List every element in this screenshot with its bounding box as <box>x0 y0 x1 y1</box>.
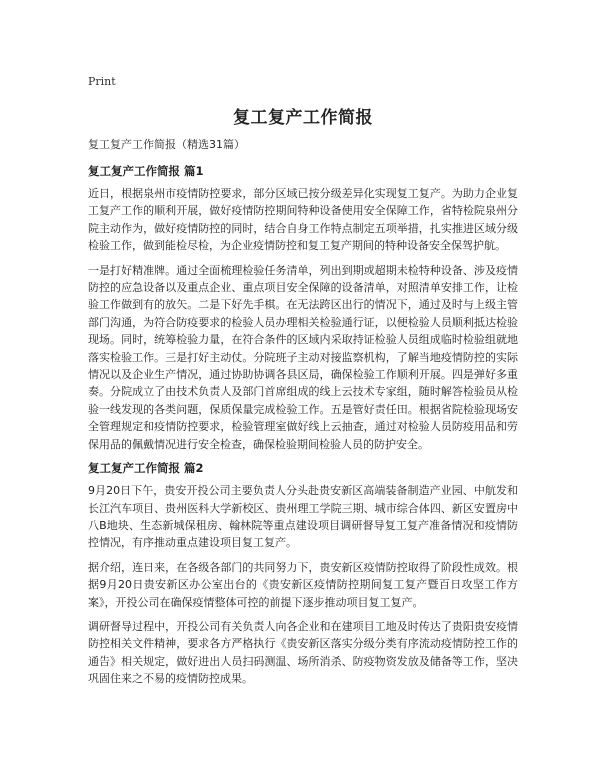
paragraph: 9月20日下午，贵安开投公司主要负责人分头赴贵安新区高端装备制造产业园、中航发和长江汽车项目、贵州医科大学新校区、贵州理工学院三期、城市综合体四、新区安置房中八B地块、生态新城保租房、翰林院等重点建设项目调研督导复工复产准备情况和疫情防控情况，有序推动重点建设项目复工复产。 <box>88 484 518 550</box>
section-2 <box>88 460 518 687</box>
document-page <box>88 70 518 695</box>
section-1 <box>88 163 518 453</box>
paragraph: 调研督导过程中，开投公司有关负责人向各企业和在建项目工地及时传达了贵阳贵安疫情防控相关文件精神，要求各方严格执行《贵安新区落实分级分类有序流动疫情防控工作的通告》相关规定，做好进出人员扫码测温、场所消杀、防疫物资发放及储备等工作，坚决巩固住来之不易的疫情防控成果。 <box>88 619 518 686</box>
paragraph: 近日，根据泉州市疫情防控要求，部分区域已按分级差异化实现复工复产。为助力企业复工复产工作的顺利开展，做好疫情防控期间特种设备使用安全保障工作，省特检院泉州分院主动作为，做好疫情防控的同时，结合自身工作特点制定五项举措，扎实推进区域分级检验工作，做到能检尽检，为企业疫情防控和复工复产期间的特种设备安全保驾护航。 <box>88 187 518 253</box>
section-heading: 复工复产工作简报 篇2 <box>88 461 204 476</box>
document-title: 复工复产工作简报 <box>233 108 373 128</box>
document-subtitle: 复工复产工作简报（精选31篇） <box>88 138 245 151</box>
paragraph: 据介绍，连日来，在各级各部门的共同努力下，贵安新区疫情防控取得了阶段性成效。根据9月20日贵安新区办公室出台的《贵安新区疫情防控期间复工复产暨百日攻坚工作方案》，开投公司在确保疫情整体可控的前提下逐步推动项目复工复产。 <box>88 560 518 609</box>
paragraph: 一是打好精准牌。通过全面梳理检验任务清单，列出到期或超期未检特种设备、涉及疫情防控的应急设备以及重点企业、重点项目安全保障的设备清单，对照清单安排工作，让检验工作做到有的放矢。二是下好先手棋。在无法跨区出行的情况下，通过及时与上级主管部门沟通，为符合防疫要求的检验人员办理相关检验通行证，以便检验人员顺利抵达检验现场。同时，统筹检验力量，在符合条件的区域内采取持证检验人员组成临时检验组就地落实检验工作。三是打好主动仗。分院班子主动对接监察机构，了解当地疫情防控的实际情况以及企业生产情况，通过协助协调各县区局，确保检验工作顺利开展。四是弹好多重奏。分院成立了由技术负责人及部门首席组成的线上云技术专家组，随时解答检验员从检验一线发现的各类问题，保质保量完成检验工作。五是管好责任田。根据省院检验现场安全管理规定和疫情防控要求，检验管理室做好线上云抽查，通过对检验人员防疫用品和劳保用品的佩戴情况进行安全检查，确保检验期间检验人员的防护安全。 <box>88 263 518 451</box>
section-heading: 复工复产工作简报 篇1 <box>88 164 204 178</box>
print-link[interactable]: Print <box>88 75 116 88</box>
